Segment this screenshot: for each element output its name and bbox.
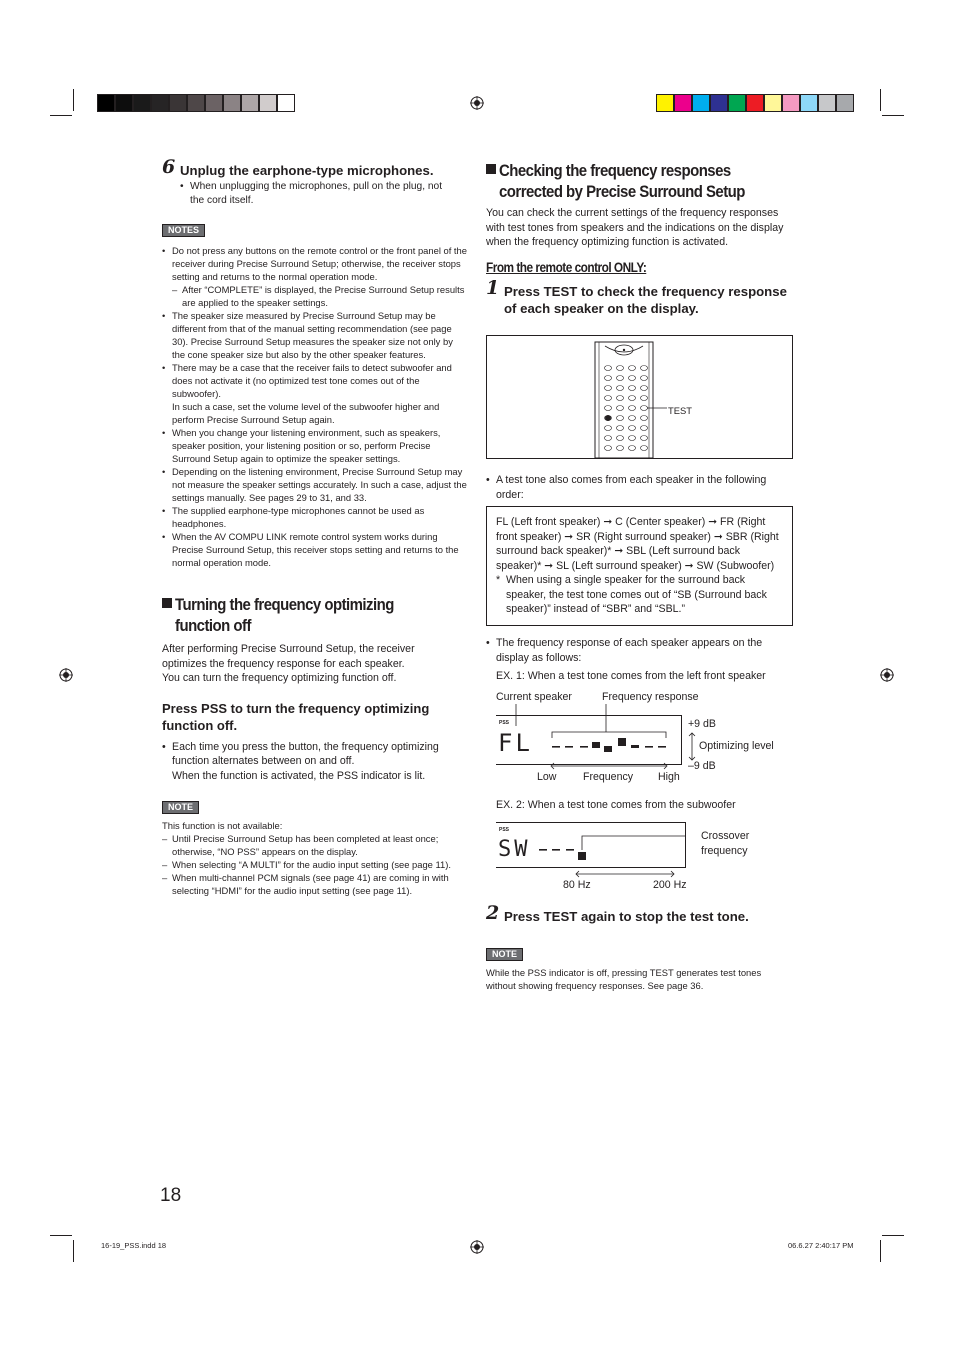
ex2-diagram-lines bbox=[496, 822, 701, 882]
note-tag: NOTE bbox=[486, 948, 523, 961]
lcd-speaker-code: FL bbox=[498, 729, 533, 757]
test-button-label: TEST bbox=[668, 405, 692, 416]
square-bullet-icon bbox=[486, 164, 496, 174]
hz200-label: 200 Hz bbox=[653, 879, 687, 891]
list-item: • A test tone also comes from each speaker in the following order: bbox=[486, 473, 786, 502]
order-bullets bbox=[486, 473, 786, 502]
notes-list bbox=[162, 244, 468, 569]
registration-mark-icon bbox=[470, 96, 484, 110]
frequency-response-label: Frequency response bbox=[602, 691, 699, 703]
crop-mark bbox=[882, 1235, 904, 1236]
section-heading bbox=[486, 160, 796, 202]
crossover-frequency-label: frequency bbox=[701, 845, 748, 857]
speaker-order-box bbox=[486, 506, 793, 626]
square-bullet-icon bbox=[162, 598, 172, 608]
step-title: Press TEST again to stop the test tone. bbox=[504, 909, 749, 924]
sub-list bbox=[172, 283, 468, 309]
lcd-speaker-code: SW bbox=[498, 837, 531, 862]
current-speaker-label: Current speaker bbox=[496, 691, 572, 703]
hz80-label: 80 Hz bbox=[563, 879, 591, 891]
list-item: • When you change your listening environment, such as speakers, speaker position, your listening position or so, perform Precise Surround Setup again to optimize the speaker settings. bbox=[162, 426, 468, 465]
crop-mark bbox=[50, 115, 72, 116]
plus-9db-label: +9 dB bbox=[688, 718, 716, 730]
ex2-caption: EX. 2: When a test tone comes from the subwoofer bbox=[496, 799, 736, 811]
note-list bbox=[162, 832, 467, 897]
right-column bbox=[486, 160, 796, 319]
registration-mark-icon bbox=[470, 1240, 484, 1254]
crop-mark bbox=[73, 1240, 74, 1262]
notes-tag: NOTES bbox=[162, 224, 205, 237]
ex1-caption: EX. 1: When a test tone comes from the left front speaker bbox=[496, 670, 766, 682]
note-intro: This function is not available: bbox=[162, 820, 283, 831]
remote-only-label: From the remote control ONLY: bbox=[486, 259, 647, 275]
list-item: • The frequency response of each speaker appears on the display as follows: bbox=[486, 636, 786, 665]
crop-mark bbox=[73, 89, 74, 111]
minus-9db-label: –9 dB bbox=[688, 760, 716, 772]
list-item: • Each time you press the button, the frequency optimizing function alternates between on and off. When the function is activated, the PSS indicator is lit. bbox=[162, 740, 462, 784]
note-tag: NOTE bbox=[162, 801, 199, 814]
list-item: • The supplied earphone-type microphones cannot be used as headphones. bbox=[162, 504, 468, 530]
step-title: Press TEST to check the frequency response of each speaker on the display. bbox=[504, 283, 787, 316]
high-label: High bbox=[658, 771, 680, 783]
crop-mark bbox=[880, 1240, 881, 1262]
list-item: • Depending on the listening environment, Precise Surround Setup may not measure the speaker settings accurately. In such a case, adjust the settings manually. See pages 29 to 31, and 33. bbox=[162, 465, 468, 504]
crop-mark bbox=[880, 89, 881, 111]
footnote: * When using a single speaker for the surround back speaker, the test tone comes out of “SB (Surround back speaker)” instead of “SBR” and “SBL.” bbox=[496, 574, 767, 615]
display-bullets bbox=[486, 636, 786, 665]
section-body: After performing Precise Surround Setup, the receiver optimizes the frequency response for each speaker. You can turn the frequency optimizing function off. bbox=[162, 643, 415, 684]
list-item: – After “COMPLETE” is displayed, the Precise Surround Setup results are applied to the speaker settings. bbox=[172, 283, 468, 309]
step-number: 6 bbox=[162, 156, 176, 178]
left-column bbox=[162, 156, 468, 569]
notes-block bbox=[162, 220, 468, 569]
pss-indicator: PSS bbox=[499, 827, 510, 833]
note-text: While the PSS indicator is off, pressing TEST generates test tones without showing frequency responses. See page 36. bbox=[486, 967, 762, 991]
timestamp: 06.6.27 2:40:17 PM bbox=[788, 1241, 854, 1250]
registration-mark-icon bbox=[59, 668, 73, 682]
list-item: • The speaker size measured by Precise Surround Setup may be different from that of the manual setting recommendation (see page 30). Precise Surround Setup measures the speaker size not only by the cone speaker size but also by the other speaker features. bbox=[162, 309, 468, 361]
remote-control-icon bbox=[487, 336, 792, 458]
optimizing-level-label: Optimizing level bbox=[699, 740, 774, 752]
page-number: 18 bbox=[160, 1185, 182, 1206]
remote-illustration-box bbox=[486, 335, 793, 459]
note-block bbox=[162, 797, 482, 897]
step-6-bullets bbox=[180, 180, 452, 208]
ex1-diagram-lines bbox=[496, 700, 696, 780]
right-note-block bbox=[486, 944, 786, 992]
intro-text: You can check the current settings of the frequency responses with test tones from speakers and the indications on the display when the frequency optimizing function is activated. bbox=[486, 207, 784, 248]
crop-mark bbox=[50, 1235, 72, 1236]
step-number: 1 bbox=[486, 276, 500, 299]
list-item: • When unplugging the microphones, pull on the plug, not the cord itself. bbox=[180, 180, 452, 208]
step-6 bbox=[162, 156, 468, 180]
list-item: – When multi-channel PCM signals (see page 41) are coming in with selecting “HDMI” for the audio input setting (see page 11). bbox=[162, 871, 467, 897]
frequency-axis-label: Frequency bbox=[583, 771, 634, 783]
crossover-label: Crossover bbox=[701, 830, 750, 842]
low-label: Low bbox=[537, 771, 557, 783]
registration-mark-icon bbox=[880, 668, 894, 682]
step-2 bbox=[486, 902, 796, 928]
list-item: – Until Precise Surround Setup has been completed at least once; otherwise, “NO PSS” appears on the display. bbox=[162, 832, 467, 858]
section-heading bbox=[162, 594, 482, 636]
section-title: Checking the frequency responses corrected by Precise Surround Setup bbox=[499, 161, 745, 201]
step-1 bbox=[486, 276, 796, 319]
pss-indicator: PSS bbox=[499, 720, 510, 726]
list-item: – When selecting “A MULTI” for the audio input setting (see page 11). bbox=[162, 858, 467, 871]
step-title: Unplug the earphone-type microphones. bbox=[180, 163, 434, 178]
pss-bullets bbox=[162, 740, 462, 784]
speaker-order-text: FL (Left front speaker) ➞ C (Center speaker) ➞ FR (Right front speaker) ➞ SR (Right surround speaker) ➞ SBR (Right surround back speaker)* ➞ SBL (Left surround back speaker)* ➞ SL (Left surround speaker) ➞ SW (Subwoofer) bbox=[496, 516, 779, 572]
section-title: Turning the frequency optimizing function off bbox=[175, 595, 394, 635]
list-item: • There may be a case that the receiver fails to detect subwoofer and does not activate it (no optimized test tone comes out of the subwoofer). In such a case, set the volume level of the subwoofer higher and perform Precise Surround Setup again. bbox=[162, 361, 468, 426]
list-item: • When the AV COMPU LINK remote control system works during Precise Surround Setup, this receiver stops setting and returns to the normal operation mode. bbox=[162, 530, 468, 569]
pss-instruction-title: Press PSS to turn the frequency optimizing function off. bbox=[162, 700, 430, 733]
crop-mark bbox=[882, 115, 904, 116]
list-item: • Do not press any buttons on the remote control or the front panel of the receiver during Precise Surround Setup; otherwise, the receiver stops setting and returns to the normal operation mode. – After “COMPLETE” is displayed, the Precise Surround Setup results are applied to the speaker settings. bbox=[162, 244, 468, 309]
step-number: 2 bbox=[486, 902, 500, 924]
turning-off-section bbox=[162, 594, 482, 897]
file-name: 16-19_PSS.indd 18 bbox=[101, 1241, 167, 1250]
